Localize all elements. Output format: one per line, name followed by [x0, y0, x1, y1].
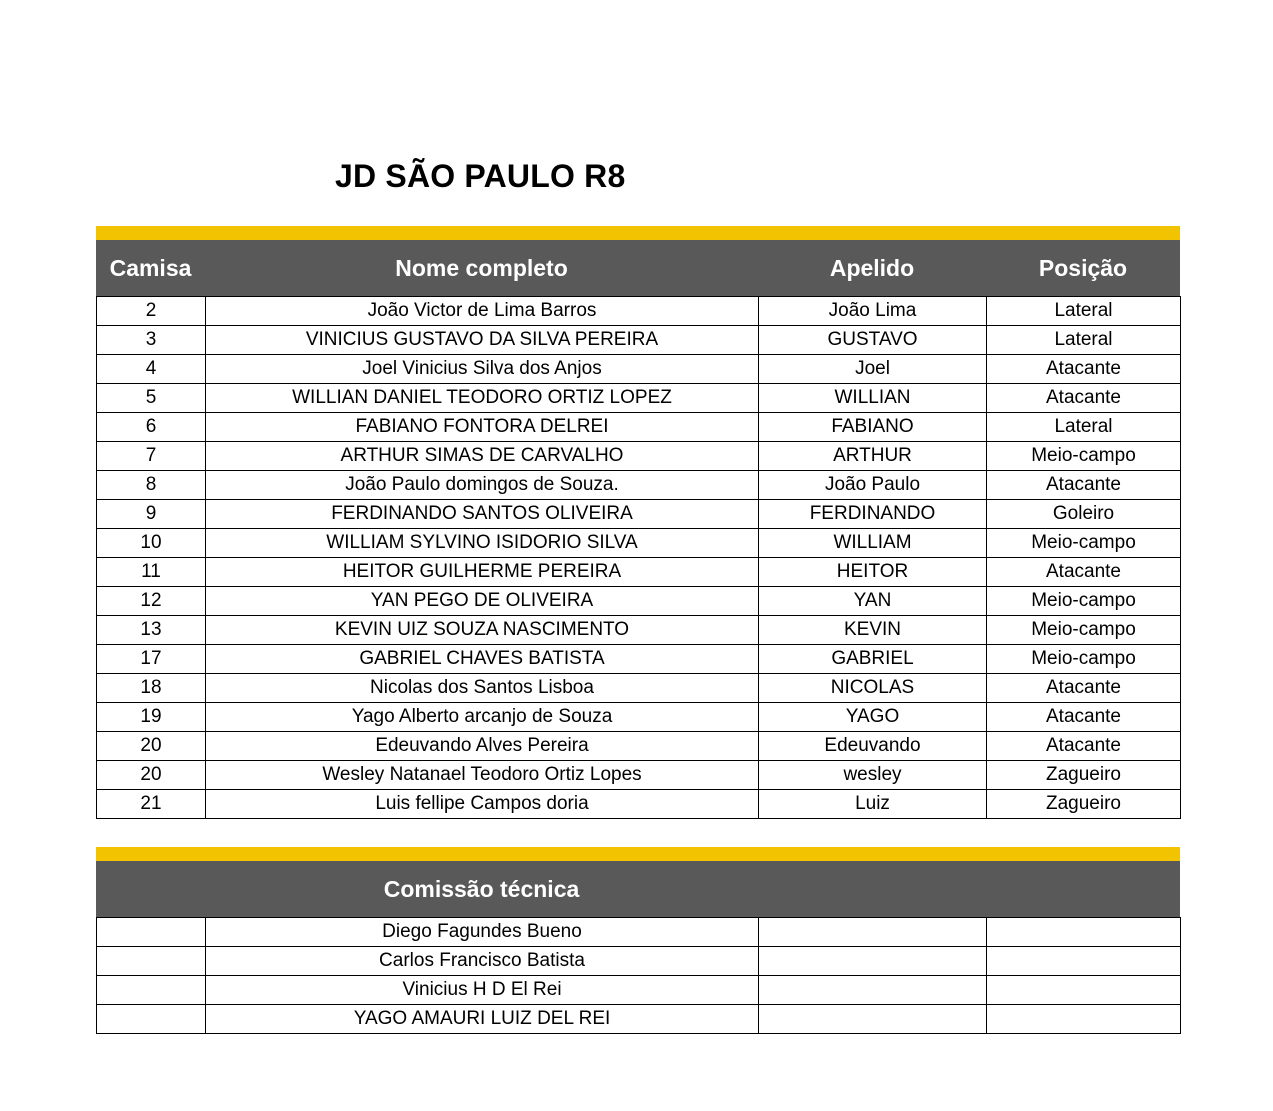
- table-row: [97, 471, 1181, 500]
- cell-apelido: GABRIEL: [759, 645, 987, 674]
- table-row: [97, 1005, 1181, 1034]
- header-apelido: Apelido: [829, 254, 915, 281]
- table-row: [97, 645, 1181, 674]
- cell-nome: Vinicius H D El Rei: [206, 976, 759, 1005]
- table-row: [97, 976, 1181, 1005]
- cell-posicao: Lateral: [987, 297, 1181, 326]
- table-row: [97, 558, 1181, 587]
- cell-camisa: 21: [97, 790, 206, 819]
- staff-block: [96, 847, 1180, 1034]
- cell-nome: Luis fellipe Campos doria: [206, 790, 759, 819]
- players-table: [96, 296, 1181, 819]
- cell-posicao: Zagueiro: [987, 790, 1181, 819]
- header-posicao: Posição: [1038, 254, 1128, 281]
- cell-camisa: 19: [97, 703, 206, 732]
- cell-nome: GABRIEL CHAVES BATISTA: [206, 645, 759, 674]
- page-title: JD SÃO PAULO R8: [335, 158, 626, 194]
- cell-apelido: Luiz: [759, 790, 987, 819]
- staff-yellow-bar: [96, 847, 1180, 861]
- table-row: [97, 500, 1181, 529]
- cell-nome: WILLIAM SYLVINO ISIDORIO SILVA: [206, 529, 759, 558]
- cell-empty-3: [759, 918, 987, 947]
- cell-nome: HEITOR GUILHERME PEREIRA: [206, 558, 759, 587]
- cell-empty-3: [759, 1005, 987, 1034]
- header-camisa: Camisa: [109, 254, 192, 281]
- cell-posicao: Lateral: [987, 413, 1181, 442]
- cell-apelido: João Lima: [759, 297, 987, 326]
- staff-table: [96, 917, 1181, 1034]
- cell-apelido: FABIANO: [759, 413, 987, 442]
- cell-apelido: HEITOR: [759, 558, 987, 587]
- table-row: [97, 947, 1181, 976]
- cell-camisa: 20: [97, 732, 206, 761]
- cell-nome: Yago Alberto arcanjo de Souza: [206, 703, 759, 732]
- cell-nome: FABIANO FONTORA DELREI: [206, 413, 759, 442]
- cell-posicao: Atacante: [987, 674, 1181, 703]
- cell-apelido: João Paulo: [759, 471, 987, 500]
- cell-apelido: KEVIN: [759, 616, 987, 645]
- cell-nome: Carlos Francisco Batista: [206, 947, 759, 976]
- cell-empty-1: [97, 947, 206, 976]
- cell-nome: YAGO AMAURI LUIZ DEL REI: [206, 1005, 759, 1034]
- cell-posicao: Atacante: [987, 384, 1181, 413]
- cell-nome: João Victor de Lima Barros: [206, 297, 759, 326]
- cell-apelido: NICOLAS: [759, 674, 987, 703]
- cell-posicao: Meio-campo: [987, 587, 1181, 616]
- cell-posicao: Atacante: [987, 732, 1181, 761]
- cell-posicao: Atacante: [987, 703, 1181, 732]
- table-row: [97, 790, 1181, 819]
- cell-camisa: 2: [97, 297, 206, 326]
- table-row: [97, 587, 1181, 616]
- cell-camisa: 4: [97, 355, 206, 384]
- table-row: [97, 413, 1181, 442]
- cell-posicao: Atacante: [987, 355, 1181, 384]
- cell-camisa: 7: [97, 442, 206, 471]
- cell-camisa: 6: [97, 413, 206, 442]
- table-row: [97, 442, 1181, 471]
- cell-empty-3: [759, 976, 987, 1005]
- cell-nome: Nicolas dos Santos Lisboa: [206, 674, 759, 703]
- cell-nome: WILLIAN DANIEL TEODORO ORTIZ LOPEZ: [206, 384, 759, 413]
- cell-apelido: ARTHUR: [759, 442, 987, 471]
- table-row: [97, 761, 1181, 790]
- cell-empty-1: [97, 976, 206, 1005]
- cell-posicao: Zagueiro: [987, 761, 1181, 790]
- cell-camisa: 3: [97, 326, 206, 355]
- table-row: [97, 297, 1181, 326]
- header-nome-completo: Nome completo: [395, 254, 568, 281]
- cell-apelido: WILLIAM: [759, 529, 987, 558]
- cell-camisa: 8: [97, 471, 206, 500]
- cell-apelido: Edeuvando: [759, 732, 987, 761]
- cell-nome: João Paulo domingos de Souza.: [206, 471, 759, 500]
- cell-nome: FERDINANDO SANTOS OLIVEIRA: [206, 500, 759, 529]
- cell-posicao: Meio-campo: [987, 616, 1181, 645]
- table-row: [97, 674, 1181, 703]
- table-row: [97, 384, 1181, 413]
- cell-nome: VINICIUS GUSTAVO DA SILVA PEREIRA: [206, 326, 759, 355]
- cell-camisa: 13: [97, 616, 206, 645]
- cell-posicao: Meio-campo: [987, 442, 1181, 471]
- players-header: [96, 240, 1180, 296]
- players-block: [96, 226, 1180, 819]
- cell-apelido: FERDINANDO: [759, 500, 987, 529]
- cell-nome: Joel Vinicius Silva dos Anjos: [206, 355, 759, 384]
- cell-camisa: 10: [97, 529, 206, 558]
- cell-nome: Diego Fagundes Bueno: [206, 918, 759, 947]
- cell-empty-3: [759, 947, 987, 976]
- cell-camisa: 9: [97, 500, 206, 529]
- cell-posicao: Atacante: [987, 471, 1181, 500]
- cell-posicao: Lateral: [987, 326, 1181, 355]
- cell-nome: Wesley Natanael Teodoro Ortiz Lopes: [206, 761, 759, 790]
- table-row: [97, 703, 1181, 732]
- cell-camisa: 5: [97, 384, 206, 413]
- cell-apelido: GUSTAVO: [759, 326, 987, 355]
- cell-empty-4: [987, 918, 1181, 947]
- cell-posicao: Meio-campo: [987, 645, 1181, 674]
- cell-empty-4: [987, 947, 1181, 976]
- table-row: [97, 326, 1181, 355]
- cell-apelido: wesley: [759, 761, 987, 790]
- cell-posicao: Meio-campo: [987, 529, 1181, 558]
- cell-empty-1: [97, 918, 206, 947]
- table-row: [97, 918, 1181, 947]
- cell-apelido: Joel: [759, 355, 987, 384]
- cell-camisa: 12: [97, 587, 206, 616]
- cell-camisa: 17: [97, 645, 206, 674]
- cell-camisa: 11: [97, 558, 206, 587]
- cell-nome: KEVIN UIZ SOUZA NASCIMENTO: [206, 616, 759, 645]
- table-row: [97, 529, 1181, 558]
- cell-posicao: Goleiro: [987, 500, 1181, 529]
- cell-apelido: YAN: [759, 587, 987, 616]
- players-yellow-bar: [96, 226, 1180, 240]
- cell-camisa: 18: [97, 674, 206, 703]
- header-comissao-tecnica: Comissão técnica: [383, 875, 580, 902]
- cell-empty-4: [987, 1005, 1181, 1034]
- cell-posicao: Atacante: [987, 558, 1181, 587]
- table-row: [97, 355, 1181, 384]
- cell-nome: YAN PEGO DE OLIVEIRA: [206, 587, 759, 616]
- cell-nome: Edeuvando Alves Pereira: [206, 732, 759, 761]
- cell-empty-4: [987, 976, 1181, 1005]
- cell-nome: ARTHUR SIMAS DE CARVALHO: [206, 442, 759, 471]
- cell-camisa: 20: [97, 761, 206, 790]
- cell-apelido: WILLIAN: [759, 384, 987, 413]
- staff-header: [96, 861, 1180, 917]
- table-row: [97, 616, 1181, 645]
- cell-empty-1: [97, 1005, 206, 1034]
- cell-apelido: YAGO: [759, 703, 987, 732]
- table-row: [97, 732, 1181, 761]
